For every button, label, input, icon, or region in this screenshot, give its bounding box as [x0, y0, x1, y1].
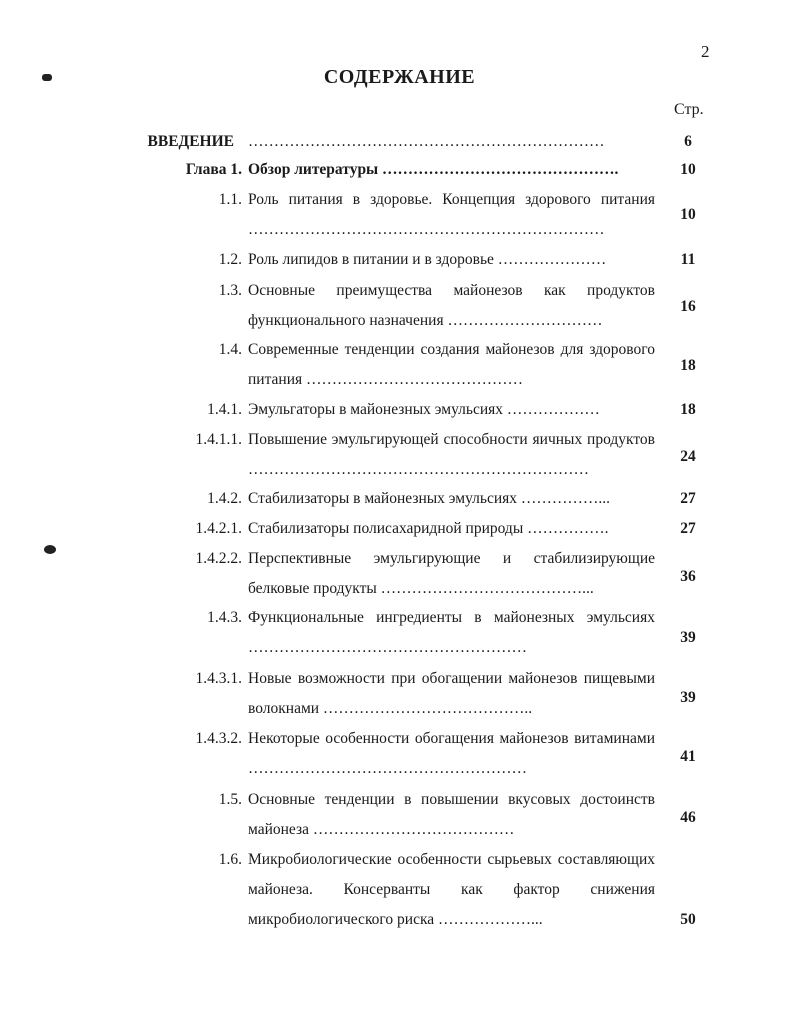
- toc-entry-number: 1.4.1.: [207, 401, 242, 418]
- toc-entry-page: 10: [680, 206, 696, 223]
- toc-entry-title: Основные тенденции в повышении вкусовых достоинств майонеза …………………………………: [248, 791, 655, 838]
- toc-entry-title: Новые возможности при обогащении майонезов пищевыми волокнами …………………………………..: [248, 670, 655, 717]
- toc-entry-number: 1.4.2.1.: [195, 520, 242, 537]
- toc-entry-title: Стабилизаторы полисахаридной природы …………….: [248, 520, 609, 537]
- page-title: СОДЕРЖАНИЕ: [323, 66, 476, 88]
- toc-entry-page: 41: [680, 748, 696, 765]
- toc-entry-page: 11: [680, 251, 696, 268]
- toc-entry-page: 39: [680, 689, 696, 706]
- toc-entry-title: Перспективные эмульгирующие и стабилизирующие белковые продукты …………………………………...: [248, 550, 655, 597]
- toc-entry-page: 27: [680, 490, 696, 507]
- toc-entry-number: 1.4.1.1.: [195, 431, 242, 448]
- toc-entry-number: 1.5.: [218, 791, 242, 808]
- toc-entry-title: Эмульгаторы в майонезных эмульсиях ………………: [248, 401, 600, 418]
- scan-artifact-mark: [42, 74, 52, 81]
- toc-entry-number: 1.6.: [218, 851, 242, 868]
- toc-entry-number: 1.4.3.1.: [195, 670, 242, 687]
- toc-entry-page: 24: [680, 448, 696, 465]
- page-number: 2: [701, 42, 710, 61]
- toc-entry-page: 18: [680, 401, 696, 418]
- toc-entry-title: Обзор литературы ……………………………………….: [248, 161, 619, 178]
- toc-entry-title: Некоторые особенности обогащения майонезов витаминами ………………………………………………: [248, 730, 655, 777]
- toc-entry-title: Стабилизаторы в майонезных эмульсиях ……………...: [248, 490, 611, 507]
- toc-entry-title: Роль питания в здоровье. Концепция здорового питания ……………………………………………………………: [248, 191, 655, 238]
- toc-entry-number: 1.1.: [218, 191, 242, 208]
- toc-entry-title: Функциональные ингредиенты в майонезных эмульсиях ………………………………………………: [248, 609, 655, 656]
- toc-entry-page: 10: [680, 161, 696, 178]
- toc-entry-title: Повышение эмульгирующей способности яичных продуктов …………………………………………………………: [248, 431, 655, 478]
- toc-entry-page: 39: [680, 629, 696, 646]
- page-column-label: Стр.: [674, 101, 704, 118]
- toc-entry-page: 6: [684, 133, 692, 150]
- toc-entry-number: ВВЕДЕНИЕ: [147, 133, 234, 150]
- toc-entry-title: ……………………………………………………………: [248, 133, 605, 150]
- toc-entry-title: Современные тенденции создания майонезов для здорового питания ……………………………………: [248, 341, 655, 388]
- toc-entry-title: Роль липидов в питании и в здоровье …………………: [248, 251, 607, 268]
- toc-entry-page: 50: [680, 911, 696, 928]
- toc-entry-page: 18: [680, 357, 696, 374]
- toc-entry-title: Микробиологические особенности сырьевых составляющих майонеза. Консерванты как фактор снижения микробиологического риска ………………...: [248, 851, 655, 928]
- scan-artifact-blot: [44, 545, 56, 554]
- toc-entry-title: Основные преимущества майонезов как продуктов функционального назначения …………………………: [248, 282, 655, 329]
- toc-entry-number: 1.3.: [218, 282, 242, 299]
- toc-entry-number: 1.4.: [218, 341, 242, 358]
- toc-entry-page: 16: [680, 298, 696, 315]
- toc-entry-number: 1.4.2.: [207, 490, 242, 507]
- toc-entry-page: 27: [680, 520, 696, 537]
- toc-entry-number: Глава 1.: [185, 161, 242, 178]
- toc-entry-number: 1.4.2.2.: [195, 550, 242, 567]
- toc-entry-number: 1.2.: [218, 251, 242, 268]
- toc-entry-page: 46: [680, 809, 696, 826]
- toc-entry-page: 36: [680, 568, 696, 585]
- toc-entry-number: 1.4.3.2.: [195, 730, 242, 747]
- toc-entry-number: 1.4.3.: [207, 609, 242, 626]
